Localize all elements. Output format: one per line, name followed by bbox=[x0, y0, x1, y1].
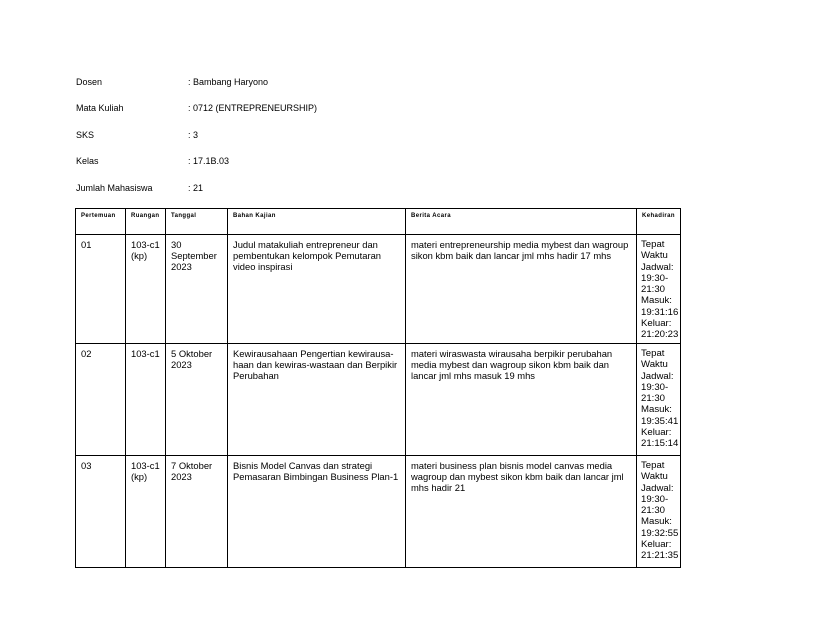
cell-bahan-kajian: Judul matakuliah entrepreneur dan pembentukan kelompok Pemutaran video inspirasi bbox=[228, 235, 406, 344]
cell-pertemuan: 01 bbox=[76, 235, 126, 344]
info-label: Mata Kuliah bbox=[76, 103, 124, 113]
info-value: : 17.1B.03 bbox=[188, 156, 230, 166]
info-value: : 0712 (ENTREPRENEURSHIP) bbox=[188, 103, 318, 113]
info-value: : 21 bbox=[188, 183, 204, 193]
cell-pertemuan: 03 bbox=[76, 456, 126, 568]
header-tanggal: Tanggal bbox=[166, 209, 228, 235]
cell-tanggal: 7 Oktober 2023 bbox=[166, 456, 228, 568]
cell-ruangan: 103-c1 bbox=[126, 344, 166, 456]
info-label: Kelas bbox=[76, 156, 99, 166]
info-label: Jumlah Mahasiswa bbox=[76, 183, 153, 193]
table-row bbox=[76, 235, 681, 344]
info-label: Dosen bbox=[76, 77, 103, 87]
header-kehadiran: Kehadiran bbox=[637, 209, 681, 235]
cell-kehadiran: Tepat Waktu Jadwal: 19:30-21:30 Masuk: 19:35:41 Keluar: 21:15:14 bbox=[637, 344, 681, 456]
header-berita-acara: Berita Acara bbox=[406, 209, 637, 235]
cell-bahan-kajian: Kewirausahaan Pengertian kewirausa-haan dan kewiras-wastaan dan Berpikir Perubahan bbox=[228, 344, 406, 456]
header-pertemuan: Pertemuan bbox=[76, 209, 126, 235]
cell-berita-acara: materi wiraswasta wirausaha berpikir perubahan media mybest dan wagroup sikon kbm baik dan lancar jml mhs masuk 19 mhs bbox=[406, 344, 637, 456]
info-value: : 3 bbox=[188, 130, 199, 140]
cell-pertemuan: 02 bbox=[76, 344, 126, 456]
cell-kehadiran: Tepat Waktu Jadwal: 19:30-21:30 Masuk: 19:32:55 Keluar: 21:21:35 bbox=[637, 456, 681, 568]
cell-ruangan: 103-c1 (kp) bbox=[126, 456, 166, 568]
table-header-row bbox=[76, 209, 681, 235]
cell-tanggal: 30 September 2023 bbox=[166, 235, 228, 344]
header-ruangan: Ruangan bbox=[126, 209, 166, 235]
info-label: SKS bbox=[76, 130, 95, 140]
cell-berita-acara: materi business plan bisnis model canvas media wagroup dan mybest sikon kbm baik dan lancar jml mhs hadir 21 bbox=[406, 456, 637, 568]
table-row bbox=[76, 344, 681, 456]
cell-tanggal: 5 Oktober 2023 bbox=[166, 344, 228, 456]
cell-bahan-kajian: Bisnis Model Canvas dan strategi Pemasaran Bimbingan Business Plan-1 bbox=[228, 456, 406, 568]
header-bahan-kajian: Bahan Kajian bbox=[228, 209, 406, 235]
table-row bbox=[76, 456, 681, 568]
cell-berita-acara: materi entrepreneurship media mybest dan wagroup sikon kbm baik dan lancar jml mhs hadir 17 mhs bbox=[406, 235, 637, 344]
cell-kehadiran: Tepat Waktu Jadwal: 19:30-21:30 Masuk: 19:31:16 Keluar: 21:20:23 bbox=[637, 235, 681, 344]
cell-ruangan: 103-c1 (kp) bbox=[126, 235, 166, 344]
lecture-journal-table bbox=[75, 208, 681, 568]
info-value: : Bambang Haryono bbox=[188, 77, 269, 87]
